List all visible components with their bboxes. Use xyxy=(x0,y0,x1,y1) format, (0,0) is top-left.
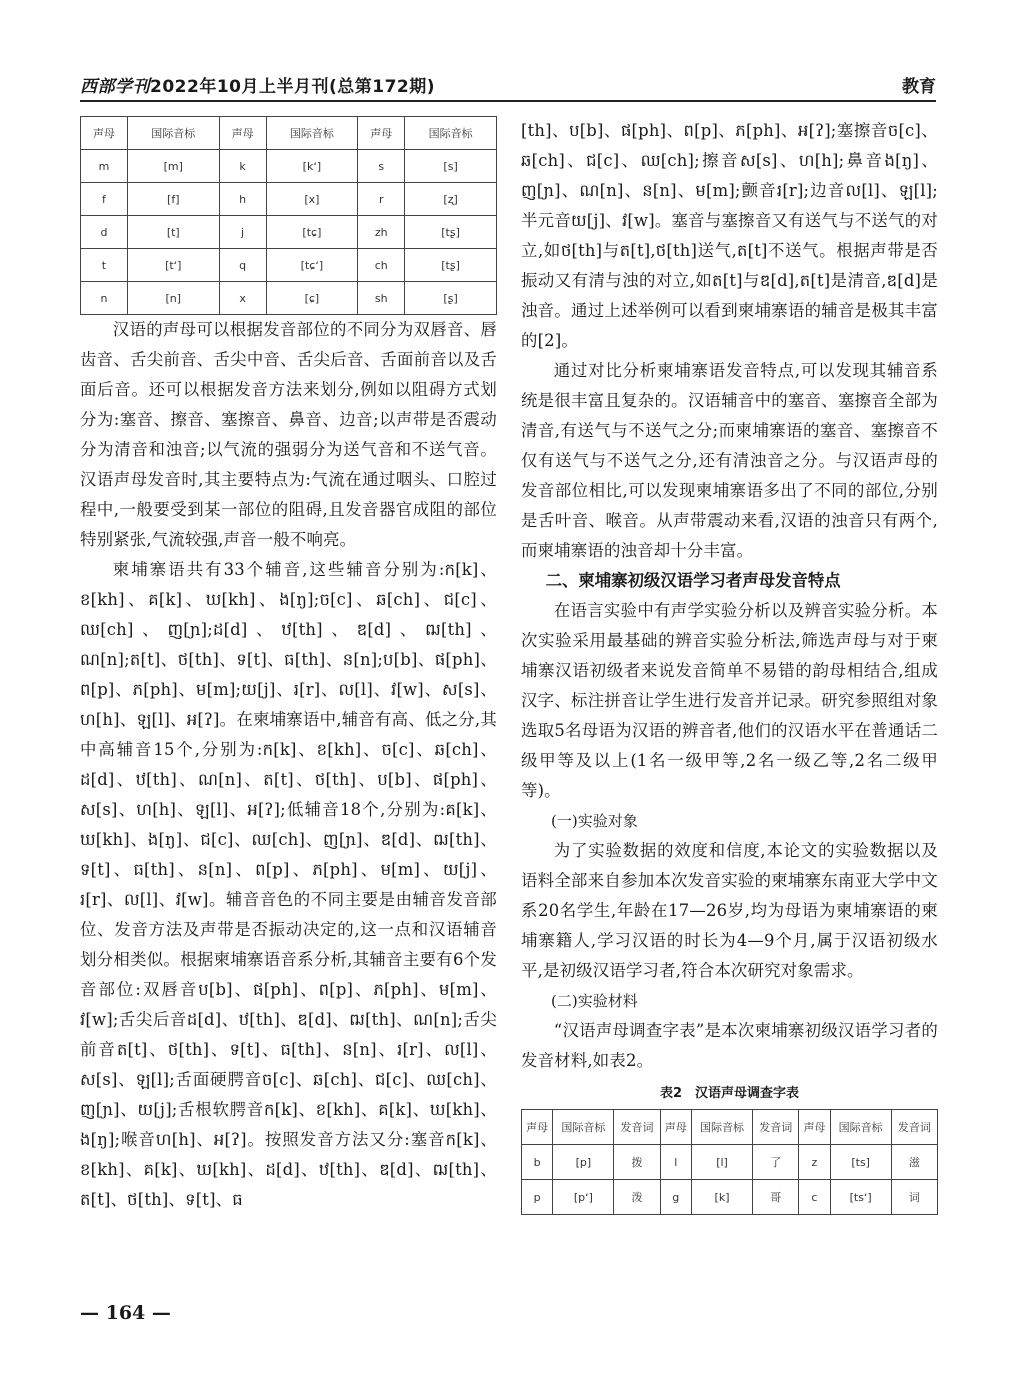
table-row xyxy=(522,1145,938,1180)
table-header-cell: 声母 xyxy=(358,117,405,150)
journal-logo: 西部学刊 xyxy=(80,77,150,97)
subsection-heading-subjects: (一)实验对象 xyxy=(551,812,638,830)
table-cell: [k] xyxy=(691,1180,752,1215)
table-cell: t xyxy=(81,249,128,282)
table-header-cell: 发音词 xyxy=(753,1110,799,1145)
table-cell: 滋 xyxy=(891,1145,937,1180)
section-heading: 二、柬埔寨初级汉语学习者声母发音特点 xyxy=(545,571,841,590)
table-cell: 泼 xyxy=(614,1180,660,1215)
table-cell: k xyxy=(219,150,266,183)
table-header-cell: 声母 xyxy=(799,1110,830,1145)
table-2-caption: 表2 汉语声母调查字表 xyxy=(659,1086,800,1101)
table-cell: b xyxy=(522,1145,553,1180)
table-cell: [kʻ] xyxy=(266,150,358,183)
table-cell: sh xyxy=(358,282,405,315)
table-header-cell: 发音词 xyxy=(614,1110,660,1145)
table-cell: 哥 xyxy=(753,1180,799,1215)
table-cell: [tsʻ] xyxy=(830,1180,891,1215)
table-cell: 词 xyxy=(891,1180,937,1215)
journal-issue: 2022年10月上半月刊(总第172期) xyxy=(150,77,435,97)
table-cell: [pʻ] xyxy=(553,1180,614,1215)
table-row xyxy=(81,150,497,183)
table-cell: [p] xyxy=(553,1145,614,1180)
table-cell: [l] xyxy=(691,1145,752,1180)
journal-title xyxy=(80,72,435,97)
table-header-cell: 声母 xyxy=(219,117,266,150)
table-row xyxy=(81,249,497,282)
table-cell: [tʂ] xyxy=(405,216,497,249)
table-header-cell: 声母 xyxy=(81,117,128,150)
table-cell: [tɕ] xyxy=(266,216,358,249)
page-number: — 164 — xyxy=(80,1302,171,1324)
paragraph-consonants-khmer: 柬埔寨语共有33个辅音,这些辅音分别为:ក[k]、ខ[kh]、គ[k]、ឃ[kh]、ង[ŋ];ច[c]、ឆ[ch]、ជ[c]、ឈ[ch]、ញ[ɲ];ដ[d]、ឋ[th]、ឌ[d]、ឍ[th]、ណ[n];ត[t]、ថ[th]、ទ[t]、ធ[th]、ន[n];ប[b]、ផ[ph]、ព[p]、ភ[ph]、ម[m];យ[j]、រ[r]、ល[l]、វ[w]、ស[s]、ហ[h]、ឡ[l]、អ[ʔ]。在柬埔寨语中,辅音有高、低之分,其中高辅音15个,分别为:ក[k]、ខ[kh]、ច[c]、ឆ[ch]、ដ[d]、ឋ[th]、ណ[n]、ត[t]、ថ[th]、ប[b]、ផ[ph]、ស[s]、ហ[h]、ឡ[l]、អ[ʔ];低辅音18个,分别为:គ[k]、ឃ[kh]、ង[ŋ]、ជ[c]、ឈ[ch]、ញ[ɲ]、ឌ[d]、ឍ[th]、ទ[t]、ធ[th]、ន[n]、ព[p]、ភ[ph]、ម[m]、យ[j]、រ[r]、ល[l]、វ[w]。辅音音色的不同主要是由辅音发音部位、发音方法及声带是否振动决定的,这一点和汉语辅音划分相类似。根据柬埔寨语音系分析,其辅音主要有6个发音部位:双唇音ប[b]、ផ[ph]、ព[p]、ភ[ph]、ម[m]、វ[w];舌尖后音ដ[d]、ឋ[th]、ឌ[d]、ឍ[th]、ណ[n];舌尖前音ត[t]、ថ[th]、ទ[t]、ធ[th]、ន[n]、រ[r]、ល[l]、ស[s]、ឡ[l];舌面硬腭音ច[c]、ឆ[ch]、ជ[c]、ឈ[ch]、ញ[ɲ]、យ[j];舌根软腭音ក[k]、ខ[kh]、គ[k]、ឃ[kh]、ង[ŋ];喉音ហ[h]、អ[ʔ]。按照发音方法又分:塞音ក[k]、ខ[kh]、គ[k]、ឃ[kh]、ដ[d]、ឋ[th]、ឌ[d]、ឍ[th]、ត[t]、ថ[th]、ទ[t]、ធ xyxy=(80,560,497,1209)
table-cell: f xyxy=(81,183,128,216)
table-cell: [s] xyxy=(405,150,497,183)
table-cell: [t] xyxy=(127,216,219,249)
table-cell: [x] xyxy=(266,183,358,216)
left-column xyxy=(80,116,497,1215)
table-cell: [ɕ] xyxy=(266,282,358,315)
table-cell: [ts] xyxy=(830,1145,891,1180)
paragraph-experiment: 在语言实验中有声学实验分析以及辨音实验分析。本次实验采用最基础的辨音实验分析法,筛选声母与对于柬埔寨汉语初级者来说发音简单不易错的韵母相结合,组成汉字、标注拼音让学生进行发音并记录。研究参照组对象选取5名母语为汉语的辨音者,他们的汉语水平在普通话二级甲等及以上(1名一级甲等,2名一级乙等,2名二级甲等)。 xyxy=(521,601,938,800)
table-header-cell: 声母 xyxy=(522,1110,553,1145)
table-cell: d xyxy=(81,216,128,249)
subsection-heading-materials: (二)实验材料 xyxy=(551,992,638,1010)
table-row xyxy=(81,282,497,315)
section-tag: 教育 xyxy=(902,77,936,97)
table-cell: n xyxy=(81,282,128,315)
paragraph-initials-chinese: 汉语的声母可以根据发音部位的不同分为双唇音、唇齿音、舌尖前音、舌尖中音、舌尖后音、舌面前音以及舌面后音。还可以根据发音方法来划分,例如以阻碍方式划分为:塞音、擦音、塞擦音、鼻音、边音;以声带是否震动分为清音和浊音;以气流的强弱分为送气音和不送气音。汉语声母发音时,其主要特点为:气流在通过咽头、口腔过程中,一般要受到某一部位的阻碍,且发音器官成阻的部位特别紧张,气流较强,声音一般不响亮。 xyxy=(80,320,497,549)
table-header-row xyxy=(522,1110,938,1145)
table-cell: r xyxy=(358,183,405,216)
table-header-cell: 发音词 xyxy=(891,1110,937,1145)
paragraph-subjects: 为了实验数据的效度和信度,本论文的实验数据以及语料全部来自参加本次发音实验的柬埔寨东南亚大学中文系20名学生,年龄在17—26岁,均为母语为柬埔寨语的柬埔寨籍人,学习汉语的时长为4—9个月,属于汉语初级水平,是初级汉语学习者,符合本次研究对象需求。 xyxy=(521,841,938,980)
table-row xyxy=(522,1180,938,1215)
table-cell: [f] xyxy=(127,183,219,216)
table-header-cell: 声母 xyxy=(660,1110,691,1145)
paragraph-continued: [th]、ប[b]、ផ[ph]、ព[p]、ភ[ph]、អ[ʔ];塞擦音ច[c]、ឆ[ch]、ជ[c]、ឈ[ch];擦音ស[s]、ហ[h];鼻音ង[ŋ]、ញ[ɲ]、ណ[n]、ន[n]、ម[m];颤音រ[r];边音ល[l]、ឡ[l];半元音យ[j]、វ[w]。塞音与塞擦音又有送气与不送气的对立,如ថ[th]与ត[t],ថ[th]送气,ត[t]不送气。根据声带是否振动又有清与浊的对立,如ត[t]与ឌ[d],ត[t]是清音,ឌ[d]是浊音。通过上述举例可以看到柬埔寨语的辅音是极其丰富的[2]。 xyxy=(521,121,938,350)
page-header xyxy=(80,70,936,102)
table-cell: [tʻ] xyxy=(127,249,219,282)
table-row xyxy=(81,183,497,216)
right-column xyxy=(521,116,938,1215)
table-header-cell: 国际音标 xyxy=(127,117,219,150)
table-cell: p xyxy=(522,1180,553,1215)
table-cell: [ʂ] xyxy=(405,282,497,315)
table-cell: ch xyxy=(358,249,405,282)
table-header-row xyxy=(81,117,497,150)
table-cell: q xyxy=(219,249,266,282)
table-cell: g xyxy=(660,1180,691,1215)
paragraph-comparison: 通过对比分析柬埔寨语发音特点,可以发现其辅音系统是很丰富且复杂的。汉语辅音中的塞音、塞擦音全部为清音,有送气与不送气之分;而柬埔寨语的塞音、塞擦音不仅有送气与不送气之分,还有清浊音之分。与汉语声母的发音部位相比,可以发现柬埔寨语多出了不同的部位,分别是舌叶音、喉音。从声带震动来看,汉语的浊音只有两个,而柬埔寨语的浊音却十分丰富。 xyxy=(521,361,938,560)
table-cell: j xyxy=(219,216,266,249)
table-1 xyxy=(80,116,497,315)
table-cell: s xyxy=(358,150,405,183)
table-header-cell: 国际音标 xyxy=(830,1110,891,1145)
table-cell: zh xyxy=(358,216,405,249)
table-cell: l xyxy=(660,1145,691,1180)
paragraph-materials: “汉语声母调查字表”是本次柬埔寨初级汉语学习者的发音材料,如表2。 xyxy=(521,1021,938,1070)
table-cell: z xyxy=(799,1145,830,1180)
table-cell: [ʐ] xyxy=(405,183,497,216)
table-cell: x xyxy=(219,282,266,315)
table-cell: [tʂ] xyxy=(405,249,497,282)
table-cell: [m] xyxy=(127,150,219,183)
table-header-cell: 国际音标 xyxy=(691,1110,752,1145)
table-header-cell: 国际音标 xyxy=(266,117,358,150)
table-header-cell: 国际音标 xyxy=(405,117,497,150)
table-2 xyxy=(521,1109,938,1215)
table-cell: 了 xyxy=(753,1145,799,1180)
table-header-cell: 国际音标 xyxy=(553,1110,614,1145)
table-cell: h xyxy=(219,183,266,216)
table-cell: [tɕʻ] xyxy=(266,249,358,282)
table-cell: 拨 xyxy=(614,1145,660,1180)
table-cell: [n] xyxy=(127,282,219,315)
table-cell: m xyxy=(81,150,128,183)
table-cell: c xyxy=(799,1180,830,1215)
table-row xyxy=(81,216,497,249)
